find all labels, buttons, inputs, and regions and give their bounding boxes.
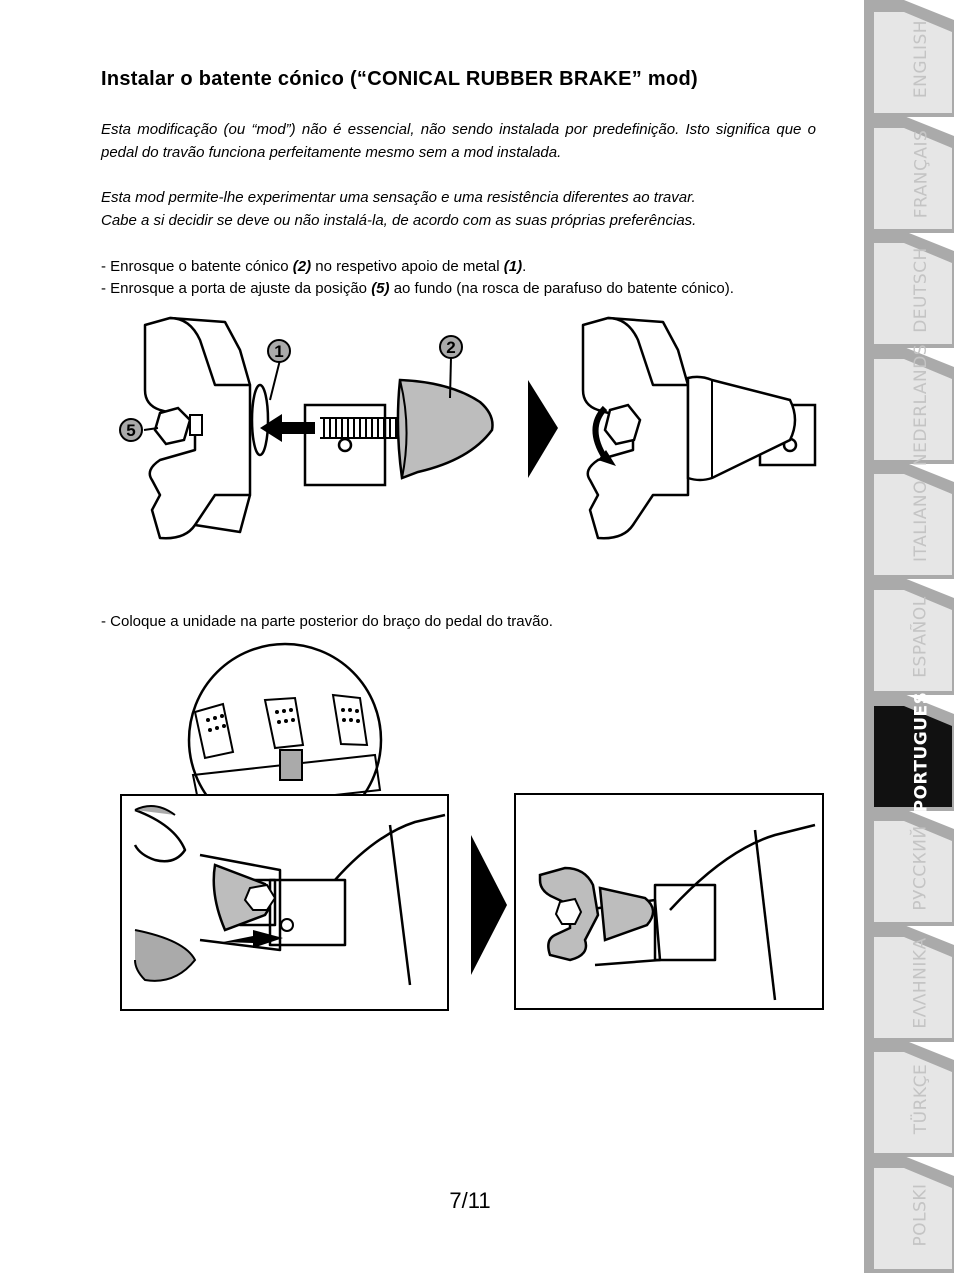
preference-line-2: Cabe a si decidir se deve ou não instalá-la, de acordo com as suas próprias preferências.: [101, 212, 697, 229]
step1-ref-1: (1): [503, 258, 523, 275]
tab-label-wrap: [876, 462, 954, 579]
tab-label: ITALIANO: [910, 479, 931, 562]
tab-label: POLSKI: [911, 1182, 931, 1247]
tab-label-wrap: [876, 691, 954, 813]
language-tab-italiano[interactable]: [864, 462, 954, 579]
step-screw-cone: [101, 256, 821, 278]
tab-label-wrap: [876, 809, 954, 926]
language-tab-русский[interactable]: [864, 809, 954, 926]
language-tab-deutsch[interactable]: [864, 231, 954, 348]
preference-line-1: Esta mod permite-lhe experimentar uma sensação e uma resistência diferentes ao travar.: [101, 189, 696, 206]
tab-label: РУССКИЙ: [910, 825, 931, 911]
tab-label-wrap: [876, 231, 954, 348]
step-arrow-icon: [528, 380, 558, 478]
tab-label-wrap: [876, 0, 954, 117]
step-screw-nut: [101, 278, 821, 300]
step-arrow-2-icon: [471, 835, 507, 975]
pedal-mount-illustration: [115, 640, 830, 1015]
step-mount-unit: - Coloque a unidade na parte posterior do braço do pedal do travão.: [101, 613, 553, 630]
tab-label-wrap: [876, 1040, 954, 1157]
step1-text-c: .: [522, 258, 527, 275]
tab-label-wrap: [876, 1156, 954, 1273]
callout-5: 5: [126, 421, 136, 440]
tab-label-wrap: [876, 344, 954, 467]
tab-label-wrap: [876, 578, 954, 695]
language-tab-türkçe[interactable]: [864, 1040, 954, 1157]
language-tab-portugues[interactable]: [864, 691, 954, 813]
section-title: Instalar o batente cónico (“CONICAL RUBBER BRAKE” mod): [101, 68, 698, 90]
preference-paragraph: [101, 186, 816, 232]
language-tabs: [864, 0, 954, 1272]
language-tab-ελληνικα[interactable]: [864, 925, 954, 1042]
tab-label: TÜRKÇE: [911, 1063, 931, 1135]
step1-text-a: - Enrosque o batente cónico: [101, 258, 293, 275]
tab-label: DEUTSCH: [910, 246, 931, 333]
language-tab-english[interactable]: [864, 0, 954, 117]
language-tab-français[interactable]: [864, 116, 954, 233]
tab-label: FRANÇAIS: [911, 129, 931, 219]
step2-text-a: - Enrosque a porta de ajuste da posição: [101, 280, 372, 297]
tab-label: ENGLISH: [910, 19, 931, 98]
page-number: 7/11: [449, 1188, 491, 1213]
tab-label-wrap: [876, 925, 954, 1042]
language-tab-nederlands[interactable]: [864, 344, 954, 467]
step2-ref-5: (5): [371, 280, 390, 297]
tab-label: NEDERLANDS: [911, 344, 932, 467]
language-tab-polski[interactable]: [864, 1156, 954, 1273]
tab-label-wrap: [876, 116, 954, 233]
cone-assembly-illustration: [100, 310, 820, 560]
callout-1: 1: [274, 342, 284, 361]
language-tab-español[interactable]: [864, 578, 954, 695]
step2-text-b: ao fundo (na rosca de parafuso do batente cónico).: [389, 280, 734, 297]
tab-label: ESPAÑOL: [911, 595, 931, 678]
intro-paragraph: Esta modificação (ou “mod”) não é essencial, não sendo instalada por predefinição. Isto significa que o pedal do travão funciona perfeitamente mesmo sem a mod instalada.: [101, 121, 816, 161]
step1-ref-2: (2): [292, 258, 312, 275]
tab-label: PORTUGUES: [911, 691, 932, 813]
callout-2: 2: [446, 338, 456, 357]
tab-label: ΕΛΛΗΝΙΚΑ: [911, 937, 932, 1029]
step1-text-b: no respetivo apoio de metal: [311, 258, 504, 275]
